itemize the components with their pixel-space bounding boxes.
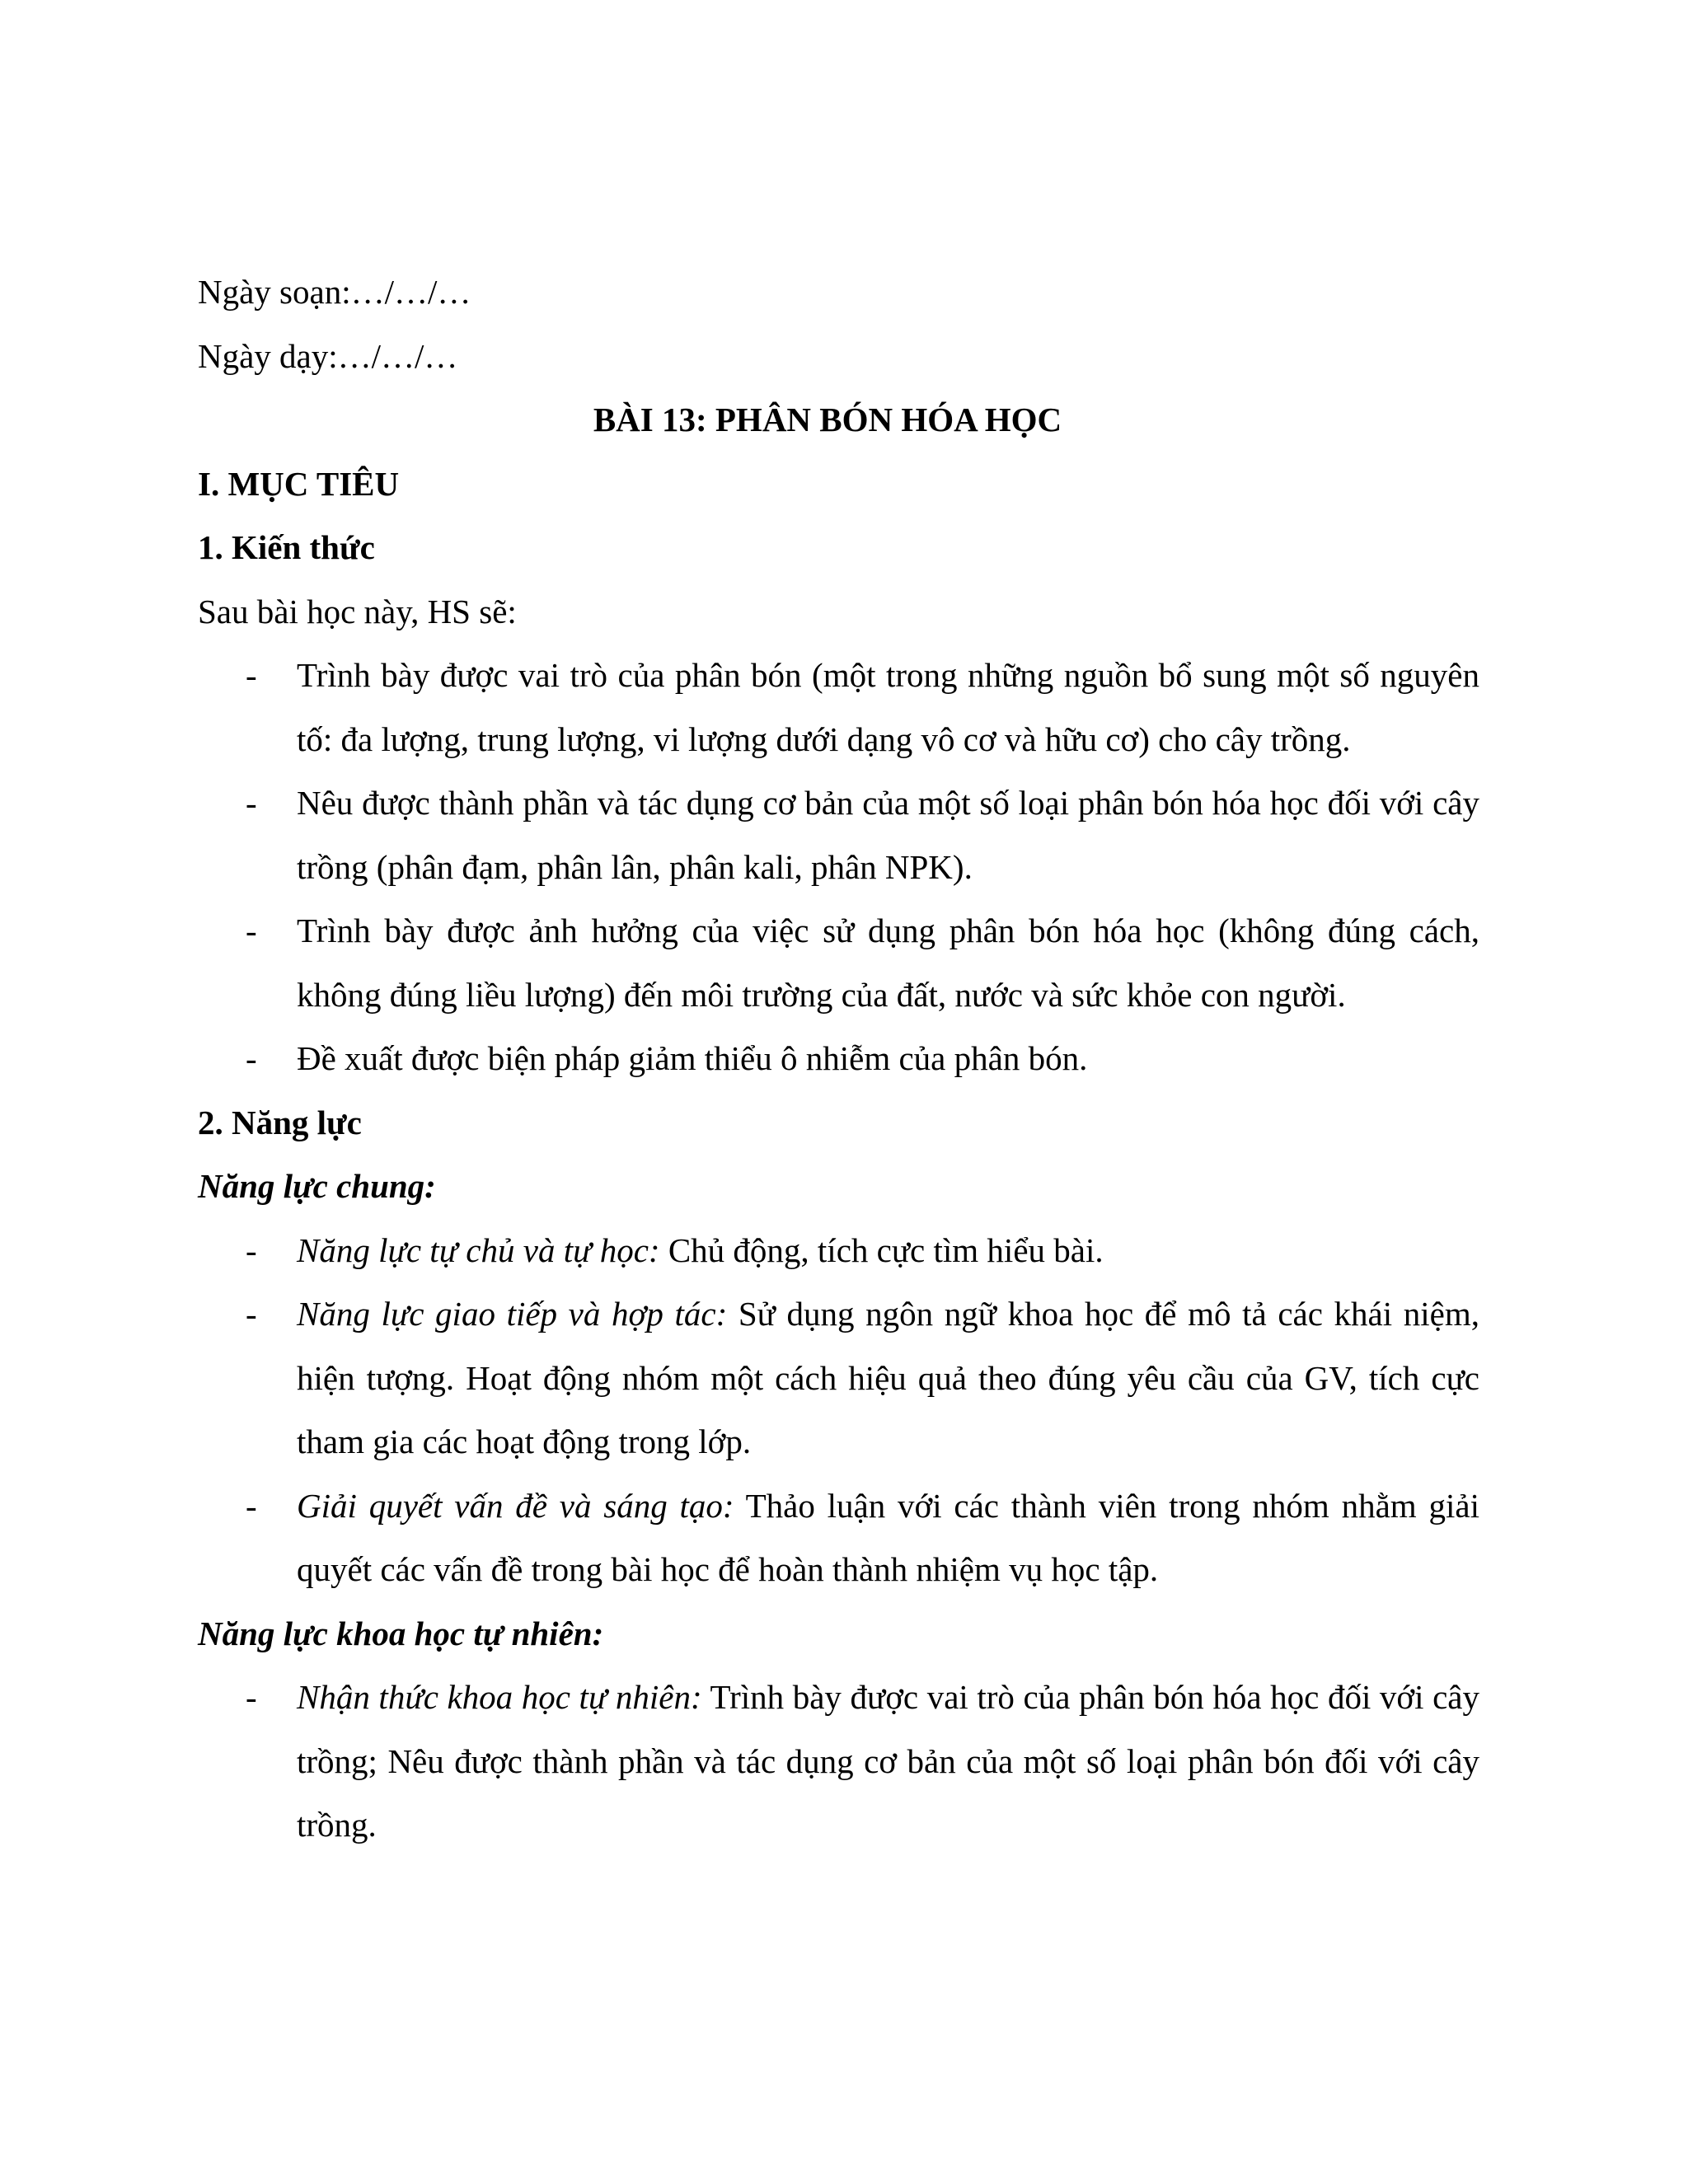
document-body bbox=[198, 260, 1479, 1858]
general-competence-bullet bbox=[198, 1219, 1479, 1283]
subsection-heading-knowledge: 1. Kiến thức bbox=[198, 528, 375, 566]
bullet-text: Đề xuất được biện pháp giảm thiểu ô nhiễm của phân bón. bbox=[297, 1039, 1088, 1077]
general-competence-bullet bbox=[198, 1474, 1479, 1602]
bullet-text: Trình bày được vai trò của phân bón hóa học đối với cây trồng; Nêu được thành phần và tác dụng cơ bản của một số loại phân bón đối với cây trồng. bbox=[297, 1678, 1479, 1844]
bullet-dash: - bbox=[246, 1486, 257, 1525]
bullet-dash: - bbox=[246, 1230, 257, 1269]
bullet-label: Giải quyết vấn đề và sáng tạo: bbox=[297, 1486, 734, 1525]
preparation-date: Ngày soạn:…/…/… bbox=[198, 273, 471, 311]
bullet-text: Sử dụng ngôn ngữ khoa học để mô tả các khái niệm, hiện tượng. Hoạt động nhóm một cách hiệu quả theo đúng yêu cầu của GV, tích cực tham gia các hoạt động trong lớp. bbox=[297, 1295, 1479, 1460]
knowledge-bullet bbox=[198, 644, 1479, 771]
section-heading-objectives: I. MỤC TIÊU bbox=[198, 464, 400, 503]
knowledge-bullet bbox=[198, 899, 1479, 1027]
bullet-label: Năng lực giao tiếp và hợp tác: bbox=[297, 1295, 728, 1333]
bullet-text: Chủ động, tích cực tìm hiểu bài. bbox=[659, 1230, 1104, 1269]
bullet-dash: - bbox=[246, 1039, 257, 1077]
bullet-label: Năng lực tự chủ và tự học: bbox=[297, 1230, 660, 1269]
bullet-text: Trình bày được ảnh hưởng của việc sử dụng phân bón hóa học (không đúng cách, không đúng liều lượng) đến môi trường của đất, nước và sức khỏe con người. bbox=[297, 912, 1479, 1014]
bullet-dash: - bbox=[246, 784, 257, 822]
natural-science-competence-heading: Năng lực khoa học tự nhiên: bbox=[198, 1614, 604, 1652]
subsection-heading-competence: 2. Năng lực bbox=[198, 1103, 362, 1141]
knowledge-bullet bbox=[198, 771, 1479, 899]
natural-science-bullet bbox=[198, 1666, 1479, 1858]
bullet-dash: - bbox=[246, 1295, 257, 1333]
teaching-date: Ngày dạy:…/…/… bbox=[198, 336, 458, 375]
general-competence-bullet bbox=[198, 1282, 1479, 1474]
bullet-label: Nhận thức khoa học tự nhiên: bbox=[297, 1678, 702, 1716]
bullet-text: Nêu được thành phần và tác dụng cơ bản của một số loại phân bón hóa học đối với cây trồng (phân đạm, phân lân, phân kali, phân NPK). bbox=[297, 784, 1479, 886]
lesson-title: BÀI 13: PHÂN BÓN HÓA HỌC bbox=[593, 401, 1062, 438]
bullet-text: Thảo luận với các thành viên trong nhóm nhằm giải quyết các vấn đề trong bài học để hoàn thành nhiệm vụ học tập. bbox=[297, 1486, 1479, 1588]
bullet-dash: - bbox=[246, 1678, 257, 1716]
bullet-dash: - bbox=[246, 656, 257, 694]
general-competence-heading: Năng lực chung: bbox=[198, 1167, 436, 1205]
knowledge-intro: Sau bài học này, HS sẽ: bbox=[198, 592, 517, 630]
bullet-text: Trình bày được vai trò của phân bón (một trong những nguồn bổ sung một số nguyên tố: đa lượng, trung lượng, vi lượng dưới dạng vô cơ và hữu cơ) cho cây trồng. bbox=[297, 656, 1479, 758]
knowledge-bullet bbox=[198, 1027, 1479, 1091]
bullet-dash: - bbox=[246, 912, 257, 949]
